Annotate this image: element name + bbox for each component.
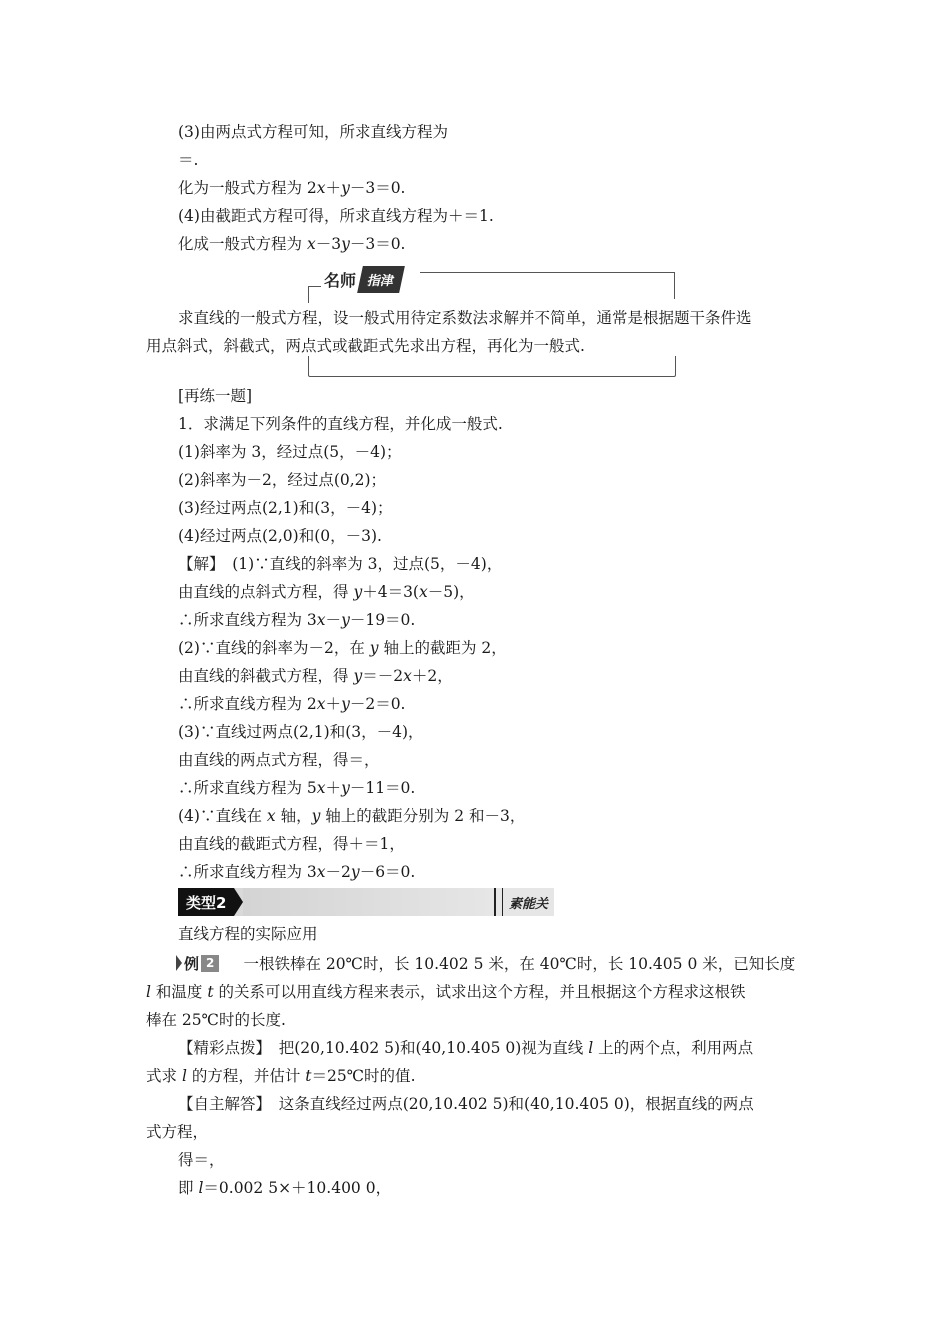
tip-label-badge: 指津: [357, 266, 405, 293]
example-line-1: 一根铁棒在 20℃时，长 10.402 5 米，在 40℃时，长 10.405 0 米，已知长度: [228, 955, 796, 973]
example-word: 例: [184, 954, 200, 973]
answer-line-2: 式方程，: [146, 1123, 209, 1141]
practice-condition-2: (2)斜率为－2，经过点(0,2)；: [178, 471, 387, 489]
type-bar: [178, 888, 554, 916]
example-badge: [176, 954, 219, 972]
type-label: 类型2: [178, 888, 234, 916]
practice-heading: [再练一题]: [178, 387, 253, 405]
solution-4b: 由直线的截距式方程，得＋＝1，: [178, 835, 405, 853]
solution-line-3-header: (3)由两点式方程可知，所求直线方程为: [178, 123, 448, 141]
type-bar-tail: 素能关: [503, 888, 554, 916]
solution-4c: ∴所求直线方程为 3x－2y－6＝0.: [178, 863, 416, 881]
solution-2b: 由直线的斜截式方程，得 y＝－2x＋2，: [178, 667, 453, 685]
solution-line-4-general: 化成一般式方程为 x－3y－3＝0.: [178, 235, 406, 253]
section-title: 直线方程的实际应用: [178, 925, 318, 943]
solution-3c: ∴所求直线方程为 5x＋y－11＝0.: [178, 779, 416, 797]
solution-2c: ∴所求直线方程为 2x＋y－2＝0.: [178, 695, 406, 713]
hint-line-2: 式求 l 的方程，并估计 t＝25℃时的值.: [146, 1067, 416, 1085]
answer-line-1: 【自主解答】 这条直线经过两点(20,10.402 5)和(40,10.405 0)，根据直线的两点: [178, 1095, 754, 1113]
type-bar-separator: [494, 888, 503, 916]
tip-label: [322, 264, 402, 294]
example-arrow-icon: [176, 955, 182, 971]
answer-line-3: 得＝，: [178, 1151, 225, 1169]
solution-3a: (3)∵直线过两点(2,1)和(3，－4)，: [178, 723, 424, 741]
tip-box-corner-left: [308, 286, 321, 303]
tip-text-line-1: 求直线的一般式方程，设一般式用待定系数法求解并不简单，通常是根据题干条件选: [178, 309, 752, 327]
solution-4a: (4)∵直线在 x 轴，y 轴上的截距分别为 2 和－3，: [178, 807, 526, 825]
solution-3b: 由直线的两点式方程，得＝，: [178, 751, 380, 769]
practice-condition-3: (3)经过两点(2,1)和(3，－4)；: [178, 499, 393, 517]
example-line-3: 棒在 25℃时的长度.: [146, 1011, 286, 1029]
solution-line-3-equation: ＝.: [178, 151, 199, 169]
solution-1c: ∴所求直线方程为 3x－y－19＝0.: [178, 611, 416, 629]
tip-box-bottom-border: [308, 356, 676, 377]
hint-line-1: 【精彩点拨】 把(20,10.402 5)和(40,10.405 0)视为直线 l 上的两个点，利用两点: [178, 1039, 754, 1057]
tip-text-line-2: 用点斜式，斜截式，两点式或截距式先求出方程，再化为一般式.: [146, 337, 585, 355]
solution-line-3-general: 化为一般式方程为 2x＋y－3＝0.: [178, 179, 406, 197]
solution-1a: 【解】 (1)∵直线的斜率为 3，过点(5，－4)，: [178, 555, 503, 573]
tip-label-text: 名师: [324, 270, 357, 290]
answer-line-4: 即 l＝0.002 5×＋10.400 0，: [178, 1179, 392, 1197]
practice-question: 1．求满足下列条件的直线方程，并化成一般式.: [178, 415, 503, 433]
solution-line-4-header: (4)由截距式方程可得，所求直线方程为＋＝1.: [178, 207, 494, 225]
type-chevron-icon: [234, 888, 243, 916]
practice-condition-4: (4)经过两点(2,0)和(0，－3).: [178, 527, 382, 545]
solution-2a: (2)∵直线的斜率为－2，在 y 轴上的截距为 2，: [178, 639, 507, 657]
practice-condition-1: (1)斜率为 3，经过点(5，－4)；: [178, 443, 402, 461]
type-bar-fill: [243, 888, 494, 916]
tip-box-corner-right: [420, 272, 675, 299]
example-number: 2: [201, 955, 219, 972]
example-line-2: l 和温度 t 的关系可以用直线方程来表示，试求出这个方程，并且根据这个方程求这根铁: [146, 983, 746, 1001]
solution-1b: 由直线的点斜式方程，得 y＋4＝3(x－5)，: [178, 583, 475, 601]
